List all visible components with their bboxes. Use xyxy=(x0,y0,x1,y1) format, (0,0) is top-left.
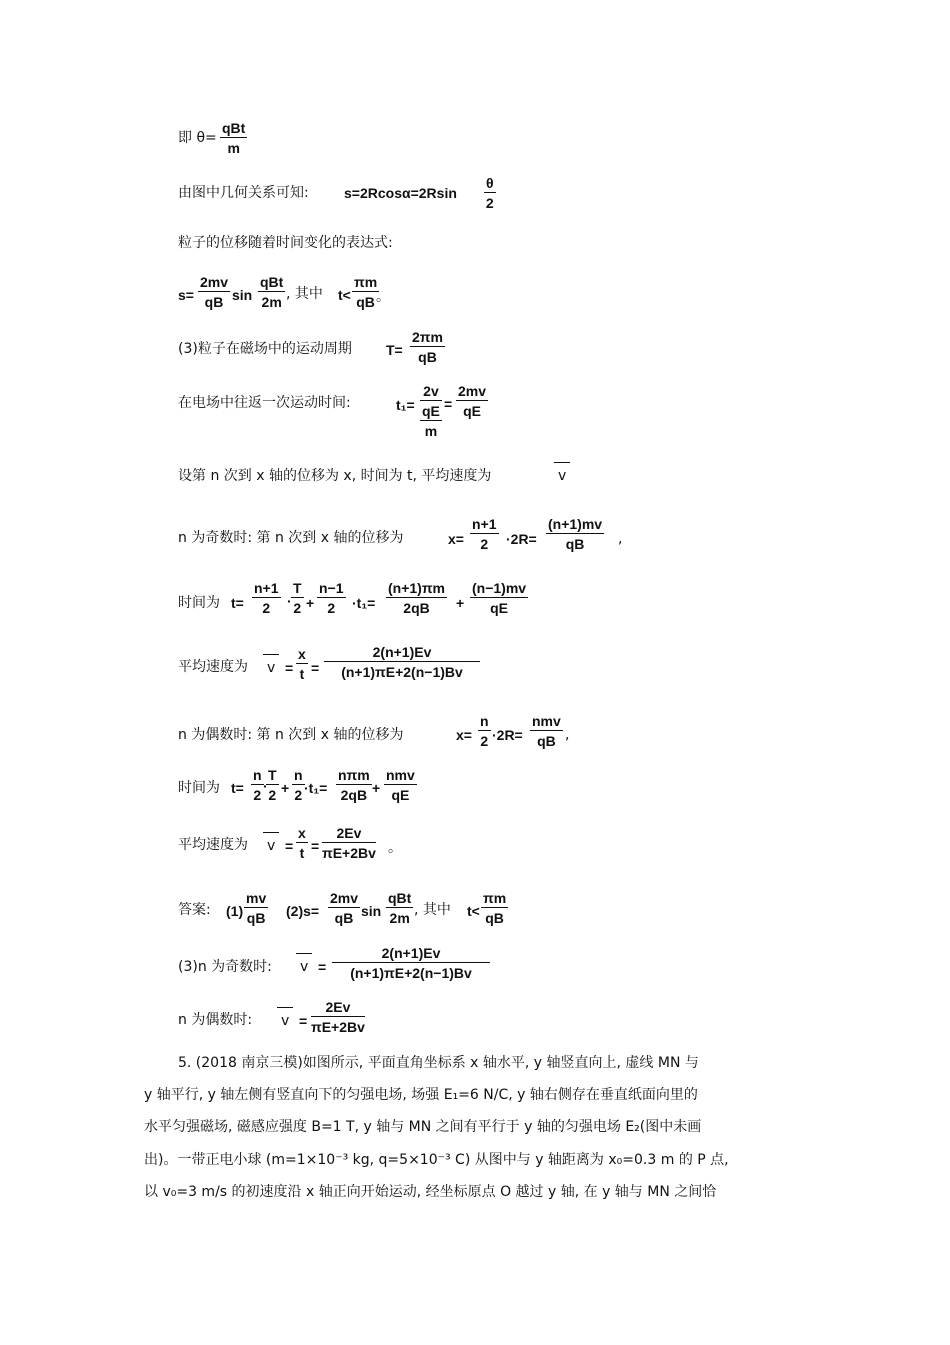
fraction-denominator: 2 xyxy=(480,733,489,749)
fraction-denominator: m xyxy=(424,423,438,439)
vbar-symbol: v xyxy=(558,468,567,484)
fraction-qbt-2m xyxy=(258,274,285,310)
fraction-numerator: n xyxy=(480,713,489,729)
eq-comma: , xyxy=(618,531,623,547)
eq-t-label: t= xyxy=(231,595,244,611)
fraction-denominator: qB xyxy=(565,536,585,552)
fraction-numerator: 2mv xyxy=(200,274,229,290)
fraction-denominator: t xyxy=(299,845,305,861)
eq-equals: = xyxy=(311,838,320,854)
problem5-line-1: 5. (2018 南京三模)如图所示, 平面直角坐标系 x 轴水平, y 轴竖直向上, 虚线 MN 与 xyxy=(178,1055,699,1071)
fraction-denominator: qB xyxy=(204,294,224,310)
fraction-denominator: 2 xyxy=(294,787,303,803)
fraction-denominator: qE xyxy=(391,787,410,803)
eq-sin: sin xyxy=(232,287,253,303)
eq-period-mark: 。 xyxy=(376,289,390,305)
fraction-mv-qb xyxy=(244,890,268,926)
fraction-denominator: πE+2Bv xyxy=(311,1019,365,1035)
fraction-denominator: qB xyxy=(356,294,375,310)
fraction-denominator: qE xyxy=(490,600,508,616)
fraction-numerator: qBt xyxy=(260,274,284,290)
fraction-middle: qE xyxy=(422,403,440,419)
eq-t1-label: t₁= xyxy=(396,397,415,413)
line-even-time-text: 时间为 xyxy=(178,780,220,796)
fraction-2v-qe-m xyxy=(420,383,442,439)
fraction-denominator: 2 xyxy=(327,600,336,616)
fraction-pim-qb xyxy=(481,890,508,926)
eq-2r: ·2R= xyxy=(506,531,537,547)
eq-equals: = xyxy=(311,660,320,676)
eq-equals: = xyxy=(444,396,453,412)
fraction-numerator: 2v xyxy=(420,383,442,401)
fraction-numerator: θ xyxy=(486,175,494,191)
fraction-numerator: 2mv xyxy=(458,383,487,399)
fraction-denominator: m xyxy=(227,140,240,156)
eq-equals: = xyxy=(299,1013,308,1029)
fraction-denominator: 2 xyxy=(253,787,262,803)
fraction-n-plus-1-over-2 xyxy=(470,516,499,552)
fraction-numerator: nπm xyxy=(338,767,370,783)
fraction-numerator: πm xyxy=(354,274,378,290)
overline-bar xyxy=(277,1007,293,1008)
eq-where-text: , 其中 xyxy=(414,902,451,918)
line-efield-time-text: 在电场中往返一次运动时间: xyxy=(178,395,351,411)
fraction-numerator: mv xyxy=(246,890,267,906)
eq-s-label: s= xyxy=(178,287,194,303)
eq-t-label: t= xyxy=(231,780,244,796)
fraction-numerator: T xyxy=(268,767,277,783)
fraction-x-over-t xyxy=(296,646,308,682)
line-odd-case-text: n 为奇数时: 第 n 次到 x 轴的位移为 xyxy=(178,530,404,546)
answer-part-2: (2)s= xyxy=(286,903,320,919)
eq-plus: + xyxy=(306,595,315,611)
fraction-denominator: qB xyxy=(334,910,354,926)
fraction-x-over-t xyxy=(296,825,308,861)
line-nth-setup: 设第 n 次到 x 轴的位移为 x, 时间为 t, 平均速度为 xyxy=(178,468,492,484)
eq-period-mark: 。 xyxy=(388,840,402,856)
overline-bar xyxy=(296,953,312,954)
fraction-denominator: qE xyxy=(463,403,481,419)
fraction-denominator: 2m xyxy=(261,294,282,310)
fraction-numerator: 2πm xyxy=(412,329,443,345)
fraction-numerator: 2(n+1)Ev xyxy=(324,644,480,662)
fraction-denominator: qB xyxy=(537,733,556,749)
fraction-T-over-2 xyxy=(291,580,304,616)
vbar-symbol: v xyxy=(267,660,276,676)
fraction-numerator: n+1 xyxy=(254,580,279,596)
fraction-numerator: 2mv xyxy=(330,890,359,906)
fraction-denominator: (n+1)πE+2(n−1)Bv xyxy=(341,664,463,680)
vbar-symbol: v xyxy=(300,959,309,975)
fraction-numerator: n xyxy=(253,767,262,783)
fraction-numerator: x xyxy=(298,825,306,841)
fraction-numerator: 2(n+1)Ev xyxy=(332,945,490,963)
eq-sin: sin xyxy=(361,903,382,919)
fraction-denominator: t xyxy=(299,666,305,682)
fraction-numerator: n+1 xyxy=(472,516,497,532)
answer-even-text: n 为偶数时: xyxy=(178,1012,253,1028)
eq-t1: ·t₁= xyxy=(304,780,328,796)
fraction-numerator: (n+1)mv xyxy=(548,516,603,532)
fraction-denominator: (n+1)πE+2(n−1)Bv xyxy=(350,965,472,981)
line-geometry-text: 由图中几何关系可知: xyxy=(178,185,309,201)
eq-where-text: , 其中 xyxy=(286,286,323,302)
fraction-numerator: (n−1)mv xyxy=(472,580,527,596)
fraction-2ev-even xyxy=(311,999,365,1035)
fraction-n-minus-1-mv-qe xyxy=(470,580,528,616)
fraction-theta-2 xyxy=(484,175,496,211)
overline-bar xyxy=(554,462,570,463)
fraction-2mv-qb xyxy=(198,274,230,310)
fraction-numerator: qBt xyxy=(388,890,412,906)
fraction-n-over-2 xyxy=(251,767,264,803)
fraction-denominator: 2 xyxy=(268,787,277,803)
eq-t-less: t< xyxy=(467,903,480,919)
eq-plus: + xyxy=(372,780,381,796)
line-avg-velocity-text: 平均速度为 xyxy=(178,837,248,853)
fraction-odd-avg-velocity xyxy=(324,644,480,680)
fraction-npim-2qb xyxy=(336,767,372,803)
fraction-denominator: 2 xyxy=(485,195,494,211)
fraction-numerator: n xyxy=(294,767,303,783)
fraction-numerator: (n+1)πm xyxy=(388,580,446,596)
fraction-nmv-qb xyxy=(530,713,563,749)
fraction-n-plus-1-mv-qb xyxy=(546,516,604,552)
line-avg-velocity-text: 平均速度为 xyxy=(178,659,248,675)
answer-label: 答案: xyxy=(178,902,211,918)
fraction-numerator: 2Ev xyxy=(311,999,365,1017)
eq-T-label: T= xyxy=(386,342,403,358)
fraction-denominator: qB xyxy=(485,910,504,926)
fraction-n-plus-1-over-2 xyxy=(252,580,281,616)
fraction-2ev-even xyxy=(322,825,376,861)
answer-odd-text: (3)n 为奇数时: xyxy=(178,959,272,975)
overline-bar xyxy=(263,654,279,655)
eq-t-less: t< xyxy=(338,287,351,303)
eq-t1: ·t₁= xyxy=(352,595,376,611)
line-period-heading: (3)粒子在磁场中的运动周期 xyxy=(178,341,352,357)
eq-2r: ·2R= xyxy=(492,727,523,743)
eq-comma: , xyxy=(565,727,570,743)
fraction-n-over-2 xyxy=(478,713,491,749)
eq-dot: · xyxy=(263,778,268,794)
fraction-numerator: nmv xyxy=(532,713,561,729)
line-geometry-equation: s=2Rcosα=2Rsin xyxy=(344,185,457,201)
fraction-2pim-qb xyxy=(410,329,445,365)
overline-bar xyxy=(263,832,279,833)
fraction-odd-avg-velocity xyxy=(332,945,490,981)
problem5-line-2: y 轴平行, y 轴左侧有竖直向下的匀强电场, 场强 E₁=6 N/C, y 轴右侧存在垂直纸面向里的 xyxy=(144,1087,698,1103)
problem5-line-3: 水平匀强磁场, 磁感应强度 B=1 T, y 轴与 MN 之间有平行于 y 轴的匀强电场 E₂(图中未画 xyxy=(144,1119,702,1135)
fraction-qbt-m xyxy=(220,120,247,156)
line-theta-prefix: 即 θ= xyxy=(178,130,217,146)
fraction-T-over-2 xyxy=(266,767,279,803)
fraction-n-plus-1-pim-2qb xyxy=(386,580,447,616)
eq-dot: · xyxy=(287,593,292,609)
fraction-numerator: qBt xyxy=(222,120,246,136)
vbar-symbol: v xyxy=(281,1013,290,1029)
fraction-numerator: πm xyxy=(483,890,507,906)
fraction-denominator: 2 xyxy=(480,536,489,552)
fraction-denominator: 2qB xyxy=(403,600,430,616)
eq-equals: = xyxy=(318,959,327,975)
fraction-denominator: 2qB xyxy=(340,787,368,803)
fraction-denominator: 2 xyxy=(293,600,302,616)
vbar-symbol: v xyxy=(267,838,276,854)
fraction-n-over-2 xyxy=(292,767,305,803)
eq-plus: + xyxy=(281,780,290,796)
eq-x-label: x= xyxy=(448,531,464,547)
problem5-line-4: 出)。一带正电小球 (m=1×10⁻³ kg, q=5×10⁻³ C) 从图中与 y 轴距离为 x₀=0.3 m 的 P 点, xyxy=(144,1152,729,1168)
line-displacement-heading: 粒子的位移随着时间变化的表达式: xyxy=(178,235,393,251)
fraction-numerator: n−1 xyxy=(319,580,344,596)
eq-equals: = xyxy=(285,660,294,676)
eq-x-label: x= xyxy=(456,727,472,743)
fraction-n-minus-1-over-2 xyxy=(317,580,346,616)
fraction-2mv-qb xyxy=(328,890,360,926)
fraction-denominator: 2 xyxy=(262,600,271,616)
fraction-numerator: x xyxy=(298,646,306,662)
fraction-denominator: πE+2Bv xyxy=(322,845,376,861)
fraction-denominator: qB xyxy=(418,349,437,365)
line-even-case-text: n 为偶数时: 第 n 次到 x 轴的位移为 xyxy=(178,727,404,743)
fraction-denominator: qB xyxy=(246,910,266,926)
eq-equals: = xyxy=(285,838,294,854)
fraction-nmv-qe xyxy=(384,767,417,803)
eq-plus: + xyxy=(456,595,465,611)
fraction-numerator: T xyxy=(293,580,302,596)
fraction-numerator: nmv xyxy=(386,767,415,783)
fraction-qbt-2m xyxy=(386,890,413,926)
fraction-denominator: 2m xyxy=(389,910,410,926)
answer-part-1: (1) xyxy=(226,903,244,919)
fraction-numerator: 2Ev xyxy=(322,825,376,843)
problem5-line-5: 以 v₀=3 m/s 的初速度沿 x 轴正向开始运动, 经坐标原点 O 越过 y 轴, 在 y 轴与 MN 之间恰 xyxy=(144,1184,717,1200)
line-odd-time-text: 时间为 xyxy=(178,595,220,611)
fraction-2mv-qe xyxy=(456,383,488,419)
